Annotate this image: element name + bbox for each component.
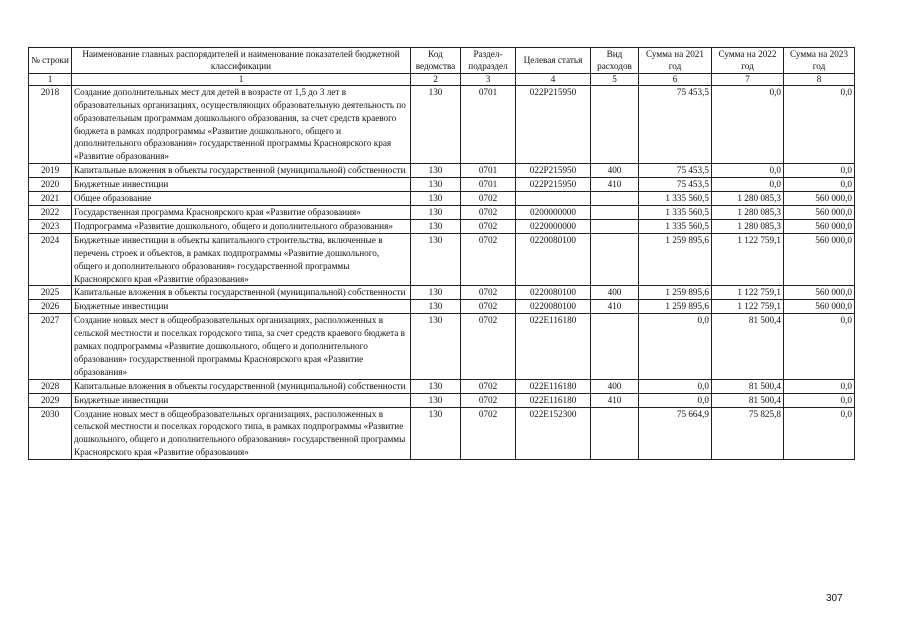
row-sum-2023: 0,0 (784, 379, 855, 393)
row-dept-code: 130 (411, 178, 461, 192)
header-row (29, 48, 855, 74)
row-number: 2024 (29, 233, 72, 286)
row-sum-2021: 75 453,5 (639, 85, 712, 163)
row-dept-code: 130 (411, 219, 461, 233)
row-section-code: 0701 (461, 178, 516, 192)
row-sum-2023: 0,0 (784, 178, 855, 192)
row-sum-2023: 560 000,0 (784, 219, 855, 233)
row-sum-2022: 1 280 085,3 (712, 205, 784, 219)
row-expense-type (591, 205, 639, 219)
header-name: Наименование главных распорядителей и наименование показателей бюджетной классификации (72, 48, 411, 74)
row-sum-2023: 560 000,0 (784, 205, 855, 219)
row-number: 2029 (29, 393, 72, 407)
row-sum-2022: 0,0 (712, 164, 784, 178)
row-expense-type: 410 (591, 300, 639, 314)
header-section: Раздел-подраздел (461, 48, 516, 74)
row-expense-type (591, 314, 639, 380)
row-section-code: 0702 (461, 219, 516, 233)
column-numbers-row (29, 73, 855, 85)
row-dept-code: 130 (411, 407, 461, 460)
row-expense-type: 410 (591, 393, 639, 407)
row-sum-2022: 1 122 759,1 (712, 300, 784, 314)
row-section-code: 0702 (461, 407, 516, 460)
header-dept: Код ведомства (411, 48, 461, 74)
table-row (29, 300, 855, 314)
row-target-code: 022P215950 (516, 164, 591, 178)
row-sum-2021: 1 259 895,6 (639, 286, 712, 300)
row-section-code: 0702 (461, 233, 516, 286)
row-sum-2023: 560 000,0 (784, 192, 855, 206)
column-number: 1 (29, 73, 72, 85)
row-sum-2022: 1 122 759,1 (712, 286, 784, 300)
row-target-code: 0220080100 (516, 286, 591, 300)
table-row (29, 379, 855, 393)
row-sum-2021: 0,0 (639, 393, 712, 407)
row-name: Подпрограмма «Развитие дошкольного, общего и дополнительного образования» (72, 219, 411, 233)
table-row (29, 178, 855, 192)
header-sum-2022: Сумма на 2022 год (712, 48, 784, 74)
row-name: Создание новых мест в общеобразовательных организациях, расположенных в сельской местности и поселках городского типа, за счет средств краевого бюджета в рамках подпрограммы «Развитие дошкольного, общего и дополнительного образования» государственной программы Красноярского края «Развитие образования» (72, 314, 411, 380)
row-sum-2022: 1 122 759,1 (712, 233, 784, 286)
row-sum-2021: 1 335 560,5 (639, 192, 712, 206)
table-row (29, 85, 855, 163)
row-name: Создание новых мест в общеобразовательных организациях, расположенных в сельской местности и поселках городского типа, в рамках подпрограммы «Развитие дошкольного, общего и дополнительного образования» государственной программы Красноярского края «Развитие образования» (72, 407, 411, 460)
header-row-no: № строки (29, 48, 72, 74)
row-section-code: 0702 (461, 286, 516, 300)
row-sum-2022: 0,0 (712, 178, 784, 192)
row-expense-type (591, 233, 639, 286)
row-dept-code: 130 (411, 286, 461, 300)
budget-table (28, 47, 855, 460)
row-name: Бюджетные инвестиции (72, 393, 411, 407)
row-number: 2019 (29, 164, 72, 178)
row-sum-2023: 0,0 (784, 85, 855, 163)
row-dept-code: 130 (411, 164, 461, 178)
row-sum-2021: 75 664,9 (639, 407, 712, 460)
row-number: 2028 (29, 379, 72, 393)
row-dept-code: 130 (411, 314, 461, 380)
column-number: 8 (784, 73, 855, 85)
row-dept-code: 130 (411, 85, 461, 163)
column-number: 7 (712, 73, 784, 85)
row-expense-type: 400 (591, 164, 639, 178)
row-sum-2022: 1 280 085,3 (712, 192, 784, 206)
table-body (29, 85, 855, 459)
column-number: 5 (591, 73, 639, 85)
row-sum-2022: 75 825,8 (712, 407, 784, 460)
row-target-code: 022E152300 (516, 407, 591, 460)
row-number: 2018 (29, 85, 72, 163)
row-dept-code: 130 (411, 393, 461, 407)
page-number: 307 (826, 593, 843, 604)
row-sum-2021: 75 453,5 (639, 164, 712, 178)
header-target: Целевая статья (516, 48, 591, 74)
column-number: 6 (639, 73, 712, 85)
column-number: 2 (411, 73, 461, 85)
row-section-code: 0702 (461, 192, 516, 206)
row-sum-2021: 0,0 (639, 379, 712, 393)
row-section-code: 0702 (461, 205, 516, 219)
row-expense-type (591, 85, 639, 163)
row-name: Создание дополнительных мест для детей в возрасте от 1,5 до 3 лет в образовательных организациях, осуществляющих образовательную деятельность по образовательным программам дошкольного образования, за счет средств краевого бюджета в рамках подпрограммы «Развитие дошкольного, общего и дополнительного образования» государственной программы Красноярского края «Развитие образования» (72, 85, 411, 163)
row-expense-type: 410 (591, 178, 639, 192)
row-dept-code: 130 (411, 379, 461, 393)
row-expense-type (591, 219, 639, 233)
column-number: 4 (516, 73, 591, 85)
row-sum-2022: 81 500,4 (712, 379, 784, 393)
row-sum-2023: 0,0 (784, 393, 855, 407)
row-number: 2027 (29, 314, 72, 380)
header-sum-2021: Сумма на 2021 год (639, 48, 712, 74)
row-number: 2023 (29, 219, 72, 233)
table-row (29, 407, 855, 460)
row-sum-2022: 81 500,4 (712, 393, 784, 407)
row-number: 2030 (29, 407, 72, 460)
row-sum-2023: 0,0 (784, 164, 855, 178)
table-row (29, 164, 855, 178)
row-expense-type (591, 192, 639, 206)
row-target-code: 022E116180 (516, 314, 591, 380)
row-sum-2021: 1 335 560,5 (639, 219, 712, 233)
row-sum-2021: 1 259 895,6 (639, 233, 712, 286)
row-section-code: 0702 (461, 300, 516, 314)
row-sum-2023: 560 000,0 (784, 300, 855, 314)
row-dept-code: 130 (411, 300, 461, 314)
row-sum-2023: 560 000,0 (784, 233, 855, 286)
row-number: 2020 (29, 178, 72, 192)
row-sum-2021: 0,0 (639, 314, 712, 380)
row-dept-code: 130 (411, 233, 461, 286)
table-row (29, 205, 855, 219)
row-section-code: 0701 (461, 85, 516, 163)
row-sum-2022: 1 280 085,3 (712, 219, 784, 233)
row-name: Общее образование (72, 192, 411, 206)
row-target-code: 022E116180 (516, 393, 591, 407)
row-sum-2021: 75 453,5 (639, 178, 712, 192)
row-sum-2021: 1 259 895,6 (639, 300, 712, 314)
row-number: 2025 (29, 286, 72, 300)
row-sum-2022: 81 500,4 (712, 314, 784, 380)
row-sum-2023: 560 000,0 (784, 286, 855, 300)
row-name: Бюджетные инвестиции (72, 178, 411, 192)
row-target-code: 0220080100 (516, 233, 591, 286)
table-row (29, 219, 855, 233)
column-number: 1 (72, 73, 411, 85)
row-target-code: 0220080100 (516, 300, 591, 314)
row-name: Бюджетные инвестиции в объекты капитального строительства, включенные в перечень строек и объектов, в рамках подпрограммы «Развитие дошкольного, общего и дополнительного образования» государственной программы Красноярского края «Развитие образования» (72, 233, 411, 286)
row-dept-code: 130 (411, 192, 461, 206)
table-row (29, 286, 855, 300)
row-section-code: 0702 (461, 379, 516, 393)
row-sum-2022: 0,0 (712, 85, 784, 163)
row-name: Капитальные вложения в объекты государственной (муниципальной) собственности (72, 164, 411, 178)
row-target-code: 0200000000 (516, 205, 591, 219)
row-sum-2021: 1 335 560,5 (639, 205, 712, 219)
row-name: Государственная программа Красноярского края «Развитие образования» (72, 205, 411, 219)
row-number: 2026 (29, 300, 72, 314)
row-section-code: 0701 (461, 164, 516, 178)
table-row (29, 192, 855, 206)
row-target-code: 022P215950 (516, 178, 591, 192)
row-expense-type (591, 407, 639, 460)
column-number: 3 (461, 73, 516, 85)
row-dept-code: 130 (411, 205, 461, 219)
row-target-code: 0220000000 (516, 219, 591, 233)
row-name: Капитальные вложения в объекты государственной (муниципальной) собственности (72, 379, 411, 393)
table-row (29, 233, 855, 286)
header-sum-2023: Сумма на 2023 год (784, 48, 855, 74)
row-expense-type: 400 (591, 286, 639, 300)
table-row (29, 393, 855, 407)
row-sum-2023: 0,0 (784, 314, 855, 380)
row-target-code: 022E116180 (516, 379, 591, 393)
row-target-code: 022P215950 (516, 85, 591, 163)
row-section-code: 0702 (461, 314, 516, 380)
table-row (29, 314, 855, 380)
row-section-code: 0702 (461, 393, 516, 407)
row-number: 2022 (29, 205, 72, 219)
row-target-code (516, 192, 591, 206)
row-expense-type: 400 (591, 379, 639, 393)
row-name: Капитальные вложения в объекты государственной (муниципальной) собственности (72, 286, 411, 300)
row-name: Бюджетные инвестиции (72, 300, 411, 314)
row-sum-2023: 0,0 (784, 407, 855, 460)
header-exp-type: Вид расходов (591, 48, 639, 74)
row-number: 2021 (29, 192, 72, 206)
